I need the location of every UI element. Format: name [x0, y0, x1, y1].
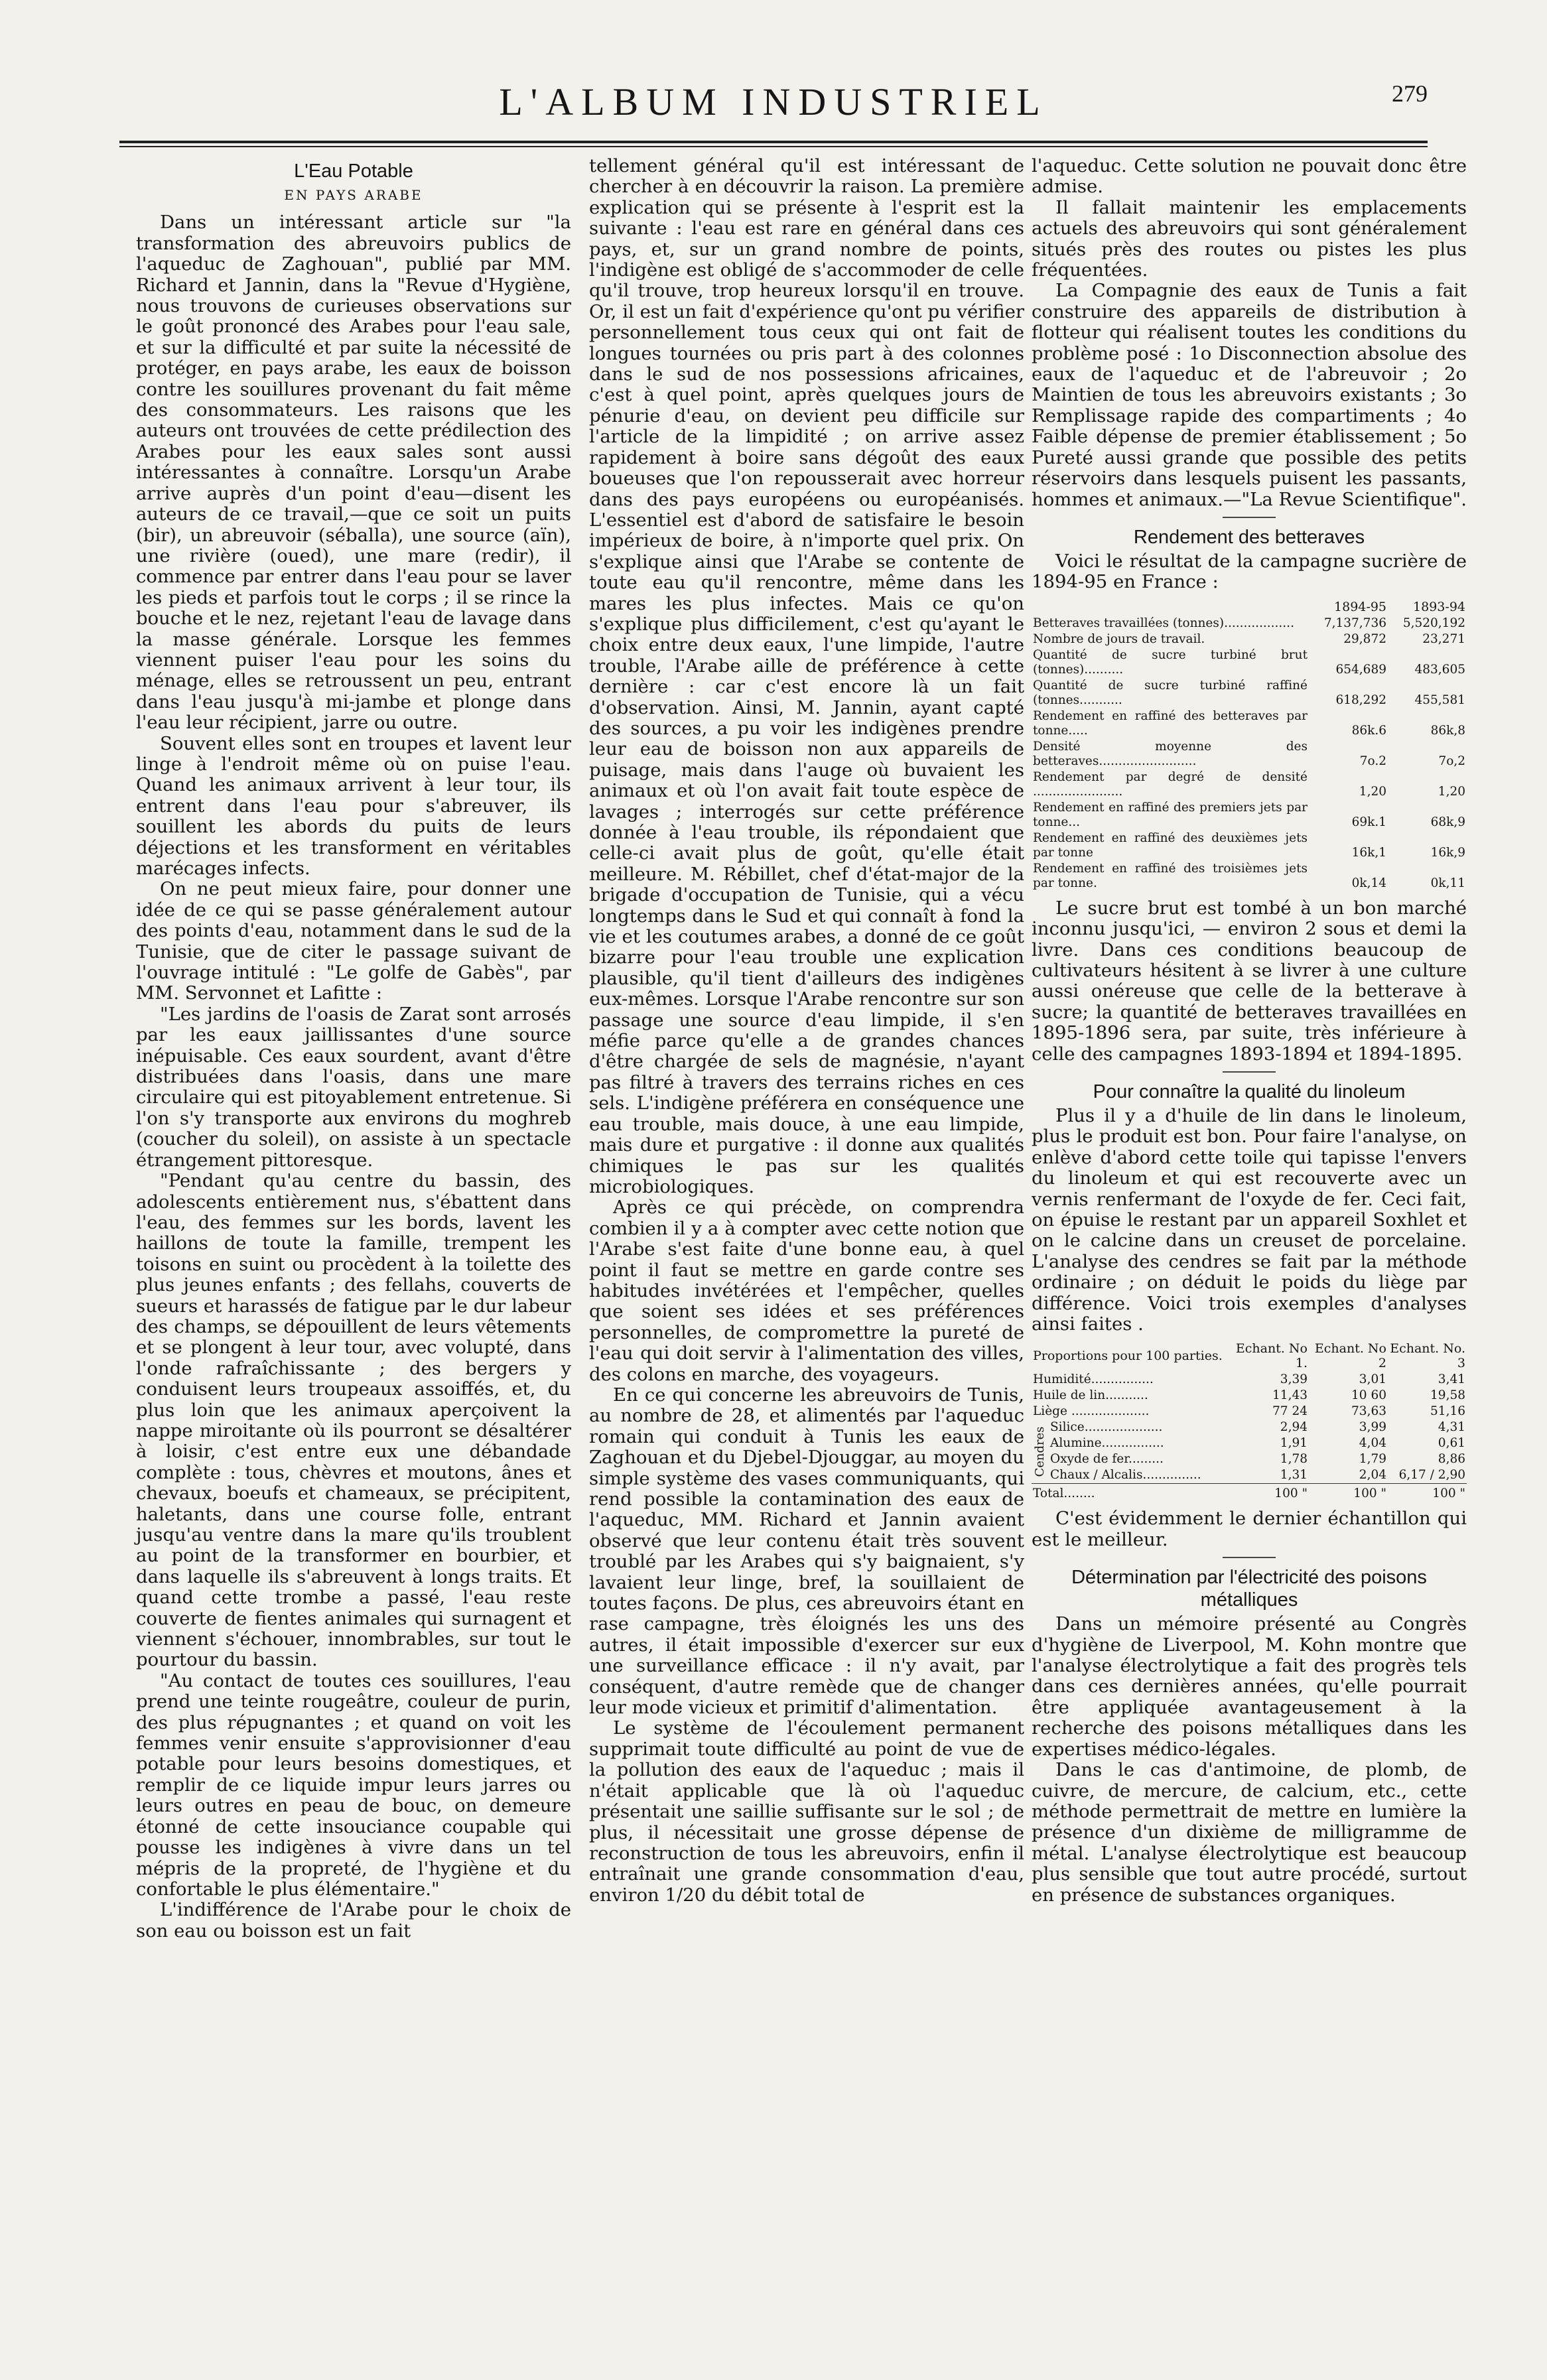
- paragraph: En ce qui concerne les abreuvoirs de Tunis, au nombre de 28, et alimentés par l'aqueduc romain qui conduit à Tunis les eaux de Zaghouan et du Djebel-Djouggar, au moyen du simple système des vases communiquants, qui rend possible la contamination des eaux de l'aqueduc, MM. Richard et Jannin avaient observé que leur contenu était très souvent troublé par les Arabes qui s'y baignaient, s'y lavaient leur linge, bref, la souillaient de toutes façons. De plus, ces abreuvoirs étant en rase campagne, très éloignés les uns des autres, il était impossible d'exercer sur eux une surveillance efficace : il n'y avait, par conséquent, d'autre remède que de changer leur mode vicieux et primitif d'alimentation.: [589, 1384, 1024, 1719]
- cell-sample-3: 0,61: [1438, 1436, 1465, 1451]
- quote-paragraph: "Au contact de toutes ces souillures, l'eau prend une teinte rougeâtre, couleur de purin, des plus répugnantes ; et quand on voit les femmes venir ensuite s'approvisionner d'eau potable pour leurs besoins domestiques, et remplir de ce liquide impur leurs jarres ou leurs outres en peau de bouc, on demeure étonné de cette insouciance coupable qui pousse les indigènes à vivre dans un tel mépris de la propreté, de l'hygiène et du confortable le plus élémentaire.": [136, 1670, 571, 1900]
- table-row: [1032, 1435, 1467, 1451]
- paragraph: Voici le résultat de la campagne sucrière de 1894-95 en France :: [1032, 550, 1467, 593]
- column-2: [589, 156, 1024, 1906]
- paragraph: Dans un intéressant article sur "la transformation des abreuvoirs publics de l'aqueduc de Zaghouan", publié par MM. Richard et Jannin, dans la "Revue d'Hygiène, nous trouvons de curieuses observations sur le goût prononcé des Arabes pour l'eau sale, et sur la difficulté et par suite la nécessité de protéger, en pays arabe, les eaux de boisson contre les souillures provenant du fait même des consommateurs. Les raisons que les auteurs ont trouvées de cette prédilection des Arabes pour les eaux sales sont aussi intéressantes à connaître. Lorsqu'un Arabe arrive auprès d'un point d'eau—disent les auteurs de ce travail,—que ce soit un puits (bir), un abreuvoir (séballa), une source (aïn), une rivière (oued), une mare (redir), il commence par entrer dans l'eau pour se laver les pieds et parfois tout le corps ; il se rince la bouche et le nez, rejetant l'eau de lavage dans la masse générale. Lorsque les femmes viennent puiser l'eau pour les soins du ménage, elles se retroussent un peu, entrant dans l'eau jusqu'à mi-jambe et plonge dans l'eau leur récipient, jarre ou outre.: [136, 212, 571, 734]
- row-label: Huile de lin...........: [1033, 1388, 1148, 1403]
- row-label: Rendement en raffiné des troisièmes jets par tonne.: [1033, 861, 1308, 890]
- cell-sample-2: 4,04: [1359, 1436, 1386, 1451]
- cell-1893-94: 23,271: [1422, 631, 1465, 646]
- table-row: [1032, 678, 1467, 708]
- cell-1894-95: 29,872: [1343, 631, 1386, 646]
- section-separator: [1223, 1557, 1276, 1558]
- paragraph: Après ce qui précède, on comprendra combien il y a à compter avec cette notion que l'Arabe s'est faite d'une bonne eau, à quel point il faut se mettre en garde contre ses habitudes invétérées et l'empêcher, quelles que soient ses idées et ses préférences personnelles, de compromettre la pureté de l'eau qui doit servir à l'alimentation des villes, des colons en marche, des voyageurs.: [589, 1197, 1024, 1385]
- cell-1893-94: 16k,9: [1430, 845, 1465, 860]
- table-row: [1032, 1372, 1467, 1388]
- table-head-label: Proportions pour 100 parties.: [1033, 1349, 1223, 1364]
- row-label: Rendement par degré de densité .......................: [1033, 769, 1308, 799]
- cell-1893-94: 5,520,192: [1402, 616, 1465, 630]
- masthead-title: L'ALBUM INDUSTRIEL: [499, 80, 1048, 123]
- masthead: [119, 80, 1428, 133]
- cell-1894-95: 7o.2: [1359, 754, 1386, 768]
- cell-sample-3: 3,41: [1438, 1372, 1465, 1387]
- paragraph: tellement général qu'il est intéressant de chercher à en découvrir la raison. La première explication qui se présente à l'esprit est la suivante : l'eau est rare en général dans ces pays, et, sur un grand nombre de points, l'indigène est obligé de s'accommoder de celle qu'il trouve, trop heureux lorsqu'il en trouve. Or, il est un fait d'expérience qu'ont pu vérifier personnellement tous ceux qui ont fait de longues tournées ou pris part à des colonnes dans le sud de nos possessions africaines, c'est à quel point, après quelques jours de pénurie d'eau, on devient peu difficile sur l'article de la limpidité ; on arrive assez rapidement à boire sans dégoût des eaux boueuses que l'on repousserait avec horreur dans des pays européens ou européanisés. L'essentiel est d'abord de satisfaire le besoin impérieux de boire, à n'importe quel prix. On s'explique ainsi que l'Arabe se contente de toute eau qu'il rencontre, même dans les mares les plus infectes. Mais ce qu'on s'explique plus difficilement, c'est qu'ayant le choix entre deux eaux, l'une limpide, l'autre trouble, l'Arabe aille de préférence à cette dernière : car c'est encore là un fait d'observation. Ainsi, M. Jannin, ayant capté des sources, a pu voir les indigènes prendre leur eau de boisson non aux appareils de puisage, mais dans l'auge où buvaient les animaux et où l'on avait fait toute espèce de lavages ; interrogés sur cette préférence donnée à l'eau trouble, ils répondaient que celle-ci avait plus de goût, qu'elle était meilleure. M. Rébillet, chef d'état-major de la brigade d'occupation de Tunisie, qui a vécu longtemps dans le Sud et qui connaît à fond la vie et les coutumes arabes, a donné de ce goût bizarre pour l'eau trouble une explication plausible, qu'il tient d'ailleurs des indigènes eux-mêmes. Lorsque l'Arabe rencontre sur son passage une source d'eau limpide, il s'en méfie parce qu'elle a de grandes chances d'être chargée de sels de magnésie, n'ayant pas filtré à travers des terrains riches en ces sels. L'indigène préférera en conséquence une eau trouble, mais douce, à une eau limpide, mais dure et purgative : il donne aux qualités chimiques le pas sur les qualités microbiologiques.: [589, 155, 1024, 1197]
- paragraph: On ne peut mieux faire, pour donner une idée de ce qui se passe généralement autour des points d'eau, notamment dans le sud de la Tunisie, que de citer le passage suivant de l'ouvrage intitulé : "Le golfe de Gabès", par MM. Servonnet et Lafitte :: [136, 878, 571, 1004]
- cell-sample-1: 2,94: [1280, 1420, 1308, 1435]
- cell-1893-94: 455,581: [1414, 693, 1465, 707]
- table-row: [1032, 861, 1467, 892]
- cell-sample-2: 10 60: [1351, 1388, 1386, 1403]
- cell-1893-94: 68k,9: [1430, 815, 1465, 829]
- paragraph: Plus il y a d'huile de lin dans le linoleum, plus le produit est bon. Pour faire l'analyse, on enlève d'abord cette toile qui tapisse l'envers du linoleum et qui est recouverte avec un vernis renfermant de l'oxyde de fer. Ceci fait, on épuise le restant par un appareil Soxhlet et on le calcine dans un creuset de porcelaine. L'analyse des cendres se fait par la méthode ordinaire ; on déduit le poids du liège par différence. Voici trois exemples d'analyses ainsi faites .: [1032, 1104, 1467, 1335]
- cell-sample-3: 4,31: [1438, 1420, 1465, 1435]
- betteraves-table: [1032, 598, 1467, 892]
- row-label: Humidité................: [1033, 1372, 1154, 1387]
- paragraph: Dans le cas d'antimoine, de plomb, de cuivre, de mercure, de calcium, etc., cette méthode permettrait de mettre en lumière la présence d'un dixième de milligramme de métal. L'analyse électrolytique est beaucoup plus sensible que tout autre procédé, surtout en présence de substances organiques.: [1032, 1759, 1467, 1906]
- cell-1894-95: 69k.1: [1351, 815, 1386, 829]
- paragraph: La Compagnie des eaux de Tunis a fait construire des appareils de distribution à flotteur qui réalisent toutes les conditions du problème posé : 1o Disconnection absolue des eaux de l'aqueduc et de l'abreuvoir ; 2o Maintien de tous les abreuvoirs existants ; 3o Remplissage rapide des compartiments ; 4o Faible dépense de premier établissement ; 5o Pureté aussi grande que possible des petits réservoirs dans lesquels puisent les passants, hommes et animaux.—"La Revue Scientifique".: [1032, 280, 1467, 510]
- article-title-linoleum: Pour connaître la qualité du linoleum: [1093, 1081, 1406, 1102]
- cell-1893-94: 1,20: [1438, 784, 1465, 799]
- column-header: 1893-94: [1413, 599, 1465, 614]
- quote-paragraph: "Les jardins de l'oasis de Zarat sont arrosés par les eaux jaillissantes d'une source inépuisable. Ces eaux sourdent, avant d'être distribuées dans l'oasis, dans une mare circulaire qui est pitoyablement entretenue. Si l'on s'y transporte aux environs du moghreb (coucher du soleil), on assiste à un spectacle étrangement pittoresque.: [136, 1003, 571, 1171]
- table-row: [1032, 1451, 1467, 1467]
- row-label: Oxyde de fer.........: [1050, 1452, 1164, 1467]
- paragraph: Il fallait maintenir les emplacements actuels des abreuvoirs qui sont généralement situés près des routes ou pistes les plus fréquentées.: [1032, 196, 1467, 281]
- row-label: Quantité de sucre turbiné brut (tonnes)..........: [1033, 647, 1308, 677]
- cell-sample-1: 1,31: [1280, 1468, 1308, 1483]
- row-label: Liège ....................: [1033, 1404, 1150, 1419]
- table-row: [1032, 769, 1467, 800]
- row-label: Rendement en raffiné des premiers jets par tonne...: [1033, 800, 1308, 829]
- table-row: [1032, 830, 1467, 861]
- cell-1893-94: 7o,2: [1438, 754, 1465, 768]
- paragraph: Le sucre brut est tombé à un bon marché inconnu jusqu'ici, — environ 2 sous et demi la livre. Dans ces conditions beaucoup de cultivateurs hésitent à se livrer à une culture aussi onéreuse que celle de la betterave à sucre; la quantité de betteraves travaillées en 1895-1896 sera, par suite, très inférieure à celle des campagnes 1893-1894 et 1894-1895.: [1032, 897, 1467, 1065]
- cell-1893-94: 0k,11: [1430, 876, 1465, 890]
- section-separator: [1223, 517, 1276, 518]
- cell-1894-95: 86k.6: [1351, 723, 1386, 738]
- table-row: [1032, 616, 1467, 631]
- table-row: [1032, 1420, 1467, 1435]
- paragraph: Le système de l'écoulement permanent supprimait toute difficulté au point de vue de la pollution des eaux de l'aqueduc ; mais il n'était applicable que là où l'aqueduc présentait une saillie suffisante sur le sol ; de plus, il nécessitait une grosse dépense de reconstruction de tous les abreuvoirs, enfin il entraînait une grande consommation d'eau, environ 1/20 du débit total de: [589, 1717, 1024, 1906]
- table-row: [1032, 631, 1467, 647]
- cell-1894-95: 16k,1: [1351, 845, 1386, 860]
- cell-sample-2: 73,63: [1351, 1404, 1386, 1419]
- cell-1894-95: 618,292: [1335, 693, 1386, 707]
- total-sample-1: 100 ": [1230, 1484, 1309, 1502]
- cell-sample-3: 6,17 / 2,90: [1398, 1468, 1465, 1483]
- row-label: Rendement en raffiné des betteraves par tonne.....: [1033, 708, 1308, 738]
- cell-sample-3: 19,58: [1430, 1388, 1465, 1403]
- header-rule-thin: [119, 146, 1428, 147]
- total-sample-2: 100 ": [1309, 1484, 1388, 1502]
- article-title-betteraves: Rendement des betteraves: [1133, 526, 1365, 548]
- cell-1894-95: 654,689: [1335, 662, 1386, 677]
- paragraph: L'indifférence de l'Arabe pour le choix de son eau ou boisson est un fait: [136, 1899, 571, 1942]
- paragraph: Souvent elles sont en troupes et lavent leur linge à l'endroit même où on puise l'eau. Quand les animaux arrivent à leur tour, ils entrent dans l'eau pour s'abreuver, ils souillent les abords du puits de leurs déjections et les transforment en véritables marécages infects.: [136, 732, 571, 879]
- table-row: [1032, 739, 1467, 769]
- table-row: [1032, 1404, 1467, 1420]
- article-title-electricite: Détermination par l'électricité des poisons métalliques: [1071, 1567, 1427, 1611]
- section-separator: [1223, 1071, 1276, 1073]
- table-row: [1032, 708, 1467, 739]
- article-title-eau-potable: L'Eau Potable: [294, 161, 413, 182]
- row-label: Quantité de sucre turbiné raffiné (tonnes...........: [1033, 678, 1308, 707]
- cell-sample-2: 3,99: [1359, 1420, 1386, 1435]
- row-label: Alumine................: [1050, 1436, 1164, 1451]
- page-number: 279: [1392, 80, 1428, 107]
- article-subtitle-eau-potable: EN PAYS ARABE: [284, 187, 423, 203]
- paragraph: l'aqueduc. Cette solution ne pouvait donc être admise.: [1032, 155, 1467, 198]
- paragraph: C'est évidemment le dernier échantillon qui est le meilleur.: [1032, 1508, 1467, 1550]
- cell-1894-95: 0k,14: [1351, 876, 1386, 890]
- table-row: [1032, 1388, 1467, 1404]
- cell-sample-1: 1,78: [1280, 1452, 1308, 1467]
- cell-1893-94: 483,605: [1414, 662, 1465, 677]
- column-header: Echant. No 1.: [1235, 1341, 1308, 1371]
- cell-sample-1: 3,39: [1280, 1372, 1308, 1387]
- total-label: Total........: [1032, 1484, 1230, 1502]
- linoleum-table: [1032, 1340, 1467, 1502]
- cell-sample-3: 51,16: [1430, 1404, 1465, 1419]
- cell-sample-1: 11,43: [1272, 1388, 1308, 1403]
- header-rule: [119, 141, 1428, 143]
- cell-1893-94: 86k,8: [1430, 723, 1465, 738]
- group-label-cendres: Cendres: [1033, 1426, 1047, 1477]
- table-row: [1032, 1467, 1467, 1484]
- quote-paragraph: "Pendant qu'au centre du bassin, des adolescents entièrement nus, s'ébattent dans l'eau, des femmes sur les bords, lavent les haillons de toute la famille, trempent les toisons en suint ou procèdent à la toilette des plus jeunes enfants ; des fellahs, couverts de sueurs et harassés de fatigue par le dur labeur des champs, se dépouillent de leurs vêtements et se plongent à leur tour, avec volupté, dans l'onde rafraîchissante ; des bergers y conduisent leurs troupeaux assoiffés, et, du plus loin que les animaux aperçoivent la nappe miroitante où ils pourront se désaltérer à loisir, c'est entre eux une débandade complète : tous, chèvres et moutons, ânes et chevaux, boeufs et chameaux, se précipitent, haletants, dans une course folle, entrant jusqu'au ventre dans la mare qu'ils troublent au point de la transformer en bourbier, et dans laquelle ils s'abreuvent à longs traits. Et quand cette trombe a passé, l'eau reste couverte de fientes animales qui surnagent et viennent s'échouer, innombrables, sur tout le pourtour du bassin.: [136, 1170, 571, 1671]
- cell-1894-95: 1,20: [1359, 784, 1386, 799]
- row-label: Densité moyenne des betteraves.........................: [1033, 739, 1308, 768]
- row-label: Rendement en raffiné des deuxièmes jets par tonne: [1033, 830, 1308, 860]
- cell-sample-2: 3,01: [1359, 1372, 1386, 1387]
- paragraph: Dans un mémoire présenté au Congrès d'hygiène de Liverpool, M. Kohn montre que l'analyse électrolytique a fait des progrès tels dans ces dernières années, qu'elle pourrait être appliquée avantageusement à la recherche des poisons métalliques dans les expertises médico-légales.: [1032, 1613, 1467, 1760]
- cell-sample-2: 1,79: [1359, 1452, 1386, 1467]
- column-header: 1894-95: [1334, 599, 1386, 614]
- row-label: Nombre de jours de travail.: [1033, 631, 1205, 646]
- cell-sample-1: 1,91: [1280, 1436, 1308, 1451]
- row-label: Betteraves travaillées (tonnes)..................: [1033, 616, 1294, 630]
- column-3: [1032, 156, 1467, 1906]
- cell-1894-95: 7,137,736: [1323, 616, 1386, 630]
- total-sample-3: 100 ": [1388, 1484, 1467, 1502]
- cell-sample-1: 77 24: [1272, 1404, 1308, 1419]
- column-1: [136, 156, 571, 1942]
- table-row: [1032, 800, 1467, 830]
- row-label: Chaux / Alcalis...............: [1050, 1468, 1201, 1483]
- column-header: Echant. No 2: [1314, 1341, 1386, 1371]
- table-row: [1032, 647, 1467, 678]
- total-row: [1032, 1484, 1467, 1502]
- column-header: Echant. No. 3: [1390, 1341, 1465, 1371]
- cell-sample-3: 8,86: [1438, 1452, 1465, 1467]
- cell-sample-2: 2,04: [1359, 1468, 1386, 1483]
- row-label: Silice....................: [1050, 1420, 1163, 1435]
